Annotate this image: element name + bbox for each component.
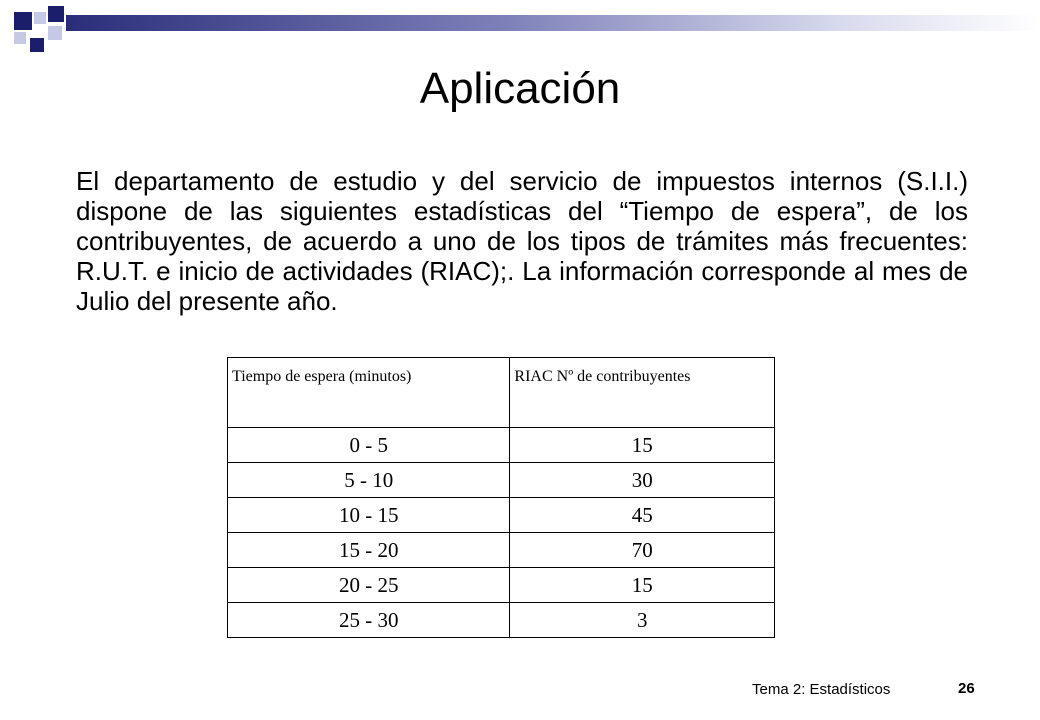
cell-interval: 25 - 30 (228, 603, 510, 638)
cell-count: 30 (510, 463, 775, 498)
header-riac-count: RIAC Nº de contribuyentes (510, 358, 775, 428)
footer-topic-label: Tema 2: Estadísticos (752, 681, 891, 698)
footer-page-number: 26 (958, 680, 975, 697)
header-waiting-time: Tiempo de espera (minutos) (228, 358, 510, 428)
table-row (228, 568, 775, 603)
cell-count: 45 (510, 498, 775, 533)
waiting-time-table (227, 357, 775, 638)
table-header-row (228, 358, 775, 428)
table-row (228, 603, 775, 638)
decor-square-icon (14, 12, 32, 30)
cell-interval: 10 - 15 (228, 498, 510, 533)
header-gradient-bar (66, 15, 1040, 31)
cell-interval: 5 - 10 (228, 463, 510, 498)
cell-count: 15 (510, 568, 775, 603)
slide-body-text: El departamento de estudio y del servicio de impuestos internos (S.I.I.) dispone de las siguientes estadísticas del “Tiempo de espera”, de los contribuyentes, de acuerdo a uno de los tipos de trámites más frecuentes: R.U.T. e inicio de actividades (RIAC);. La información corresponde al mes de Julio del presente año. (76, 166, 968, 316)
cell-interval: 15 - 20 (228, 533, 510, 568)
table-row (228, 428, 775, 463)
cell-count: 15 (510, 428, 775, 463)
table-row (228, 498, 775, 533)
cell-interval: 0 - 5 (228, 428, 510, 463)
decor-square-icon (14, 32, 26, 44)
decor-square-icon (30, 38, 44, 52)
cell-count: 3 (510, 603, 775, 638)
table-row (228, 533, 775, 568)
table-row (228, 463, 775, 498)
decor-square-icon (34, 12, 46, 24)
cell-interval: 20 - 25 (228, 568, 510, 603)
slide-title: Aplicación (419, 64, 621, 113)
decor-square-icon (48, 26, 62, 40)
decor-square-icon (48, 6, 64, 22)
cell-count: 70 (510, 533, 775, 568)
